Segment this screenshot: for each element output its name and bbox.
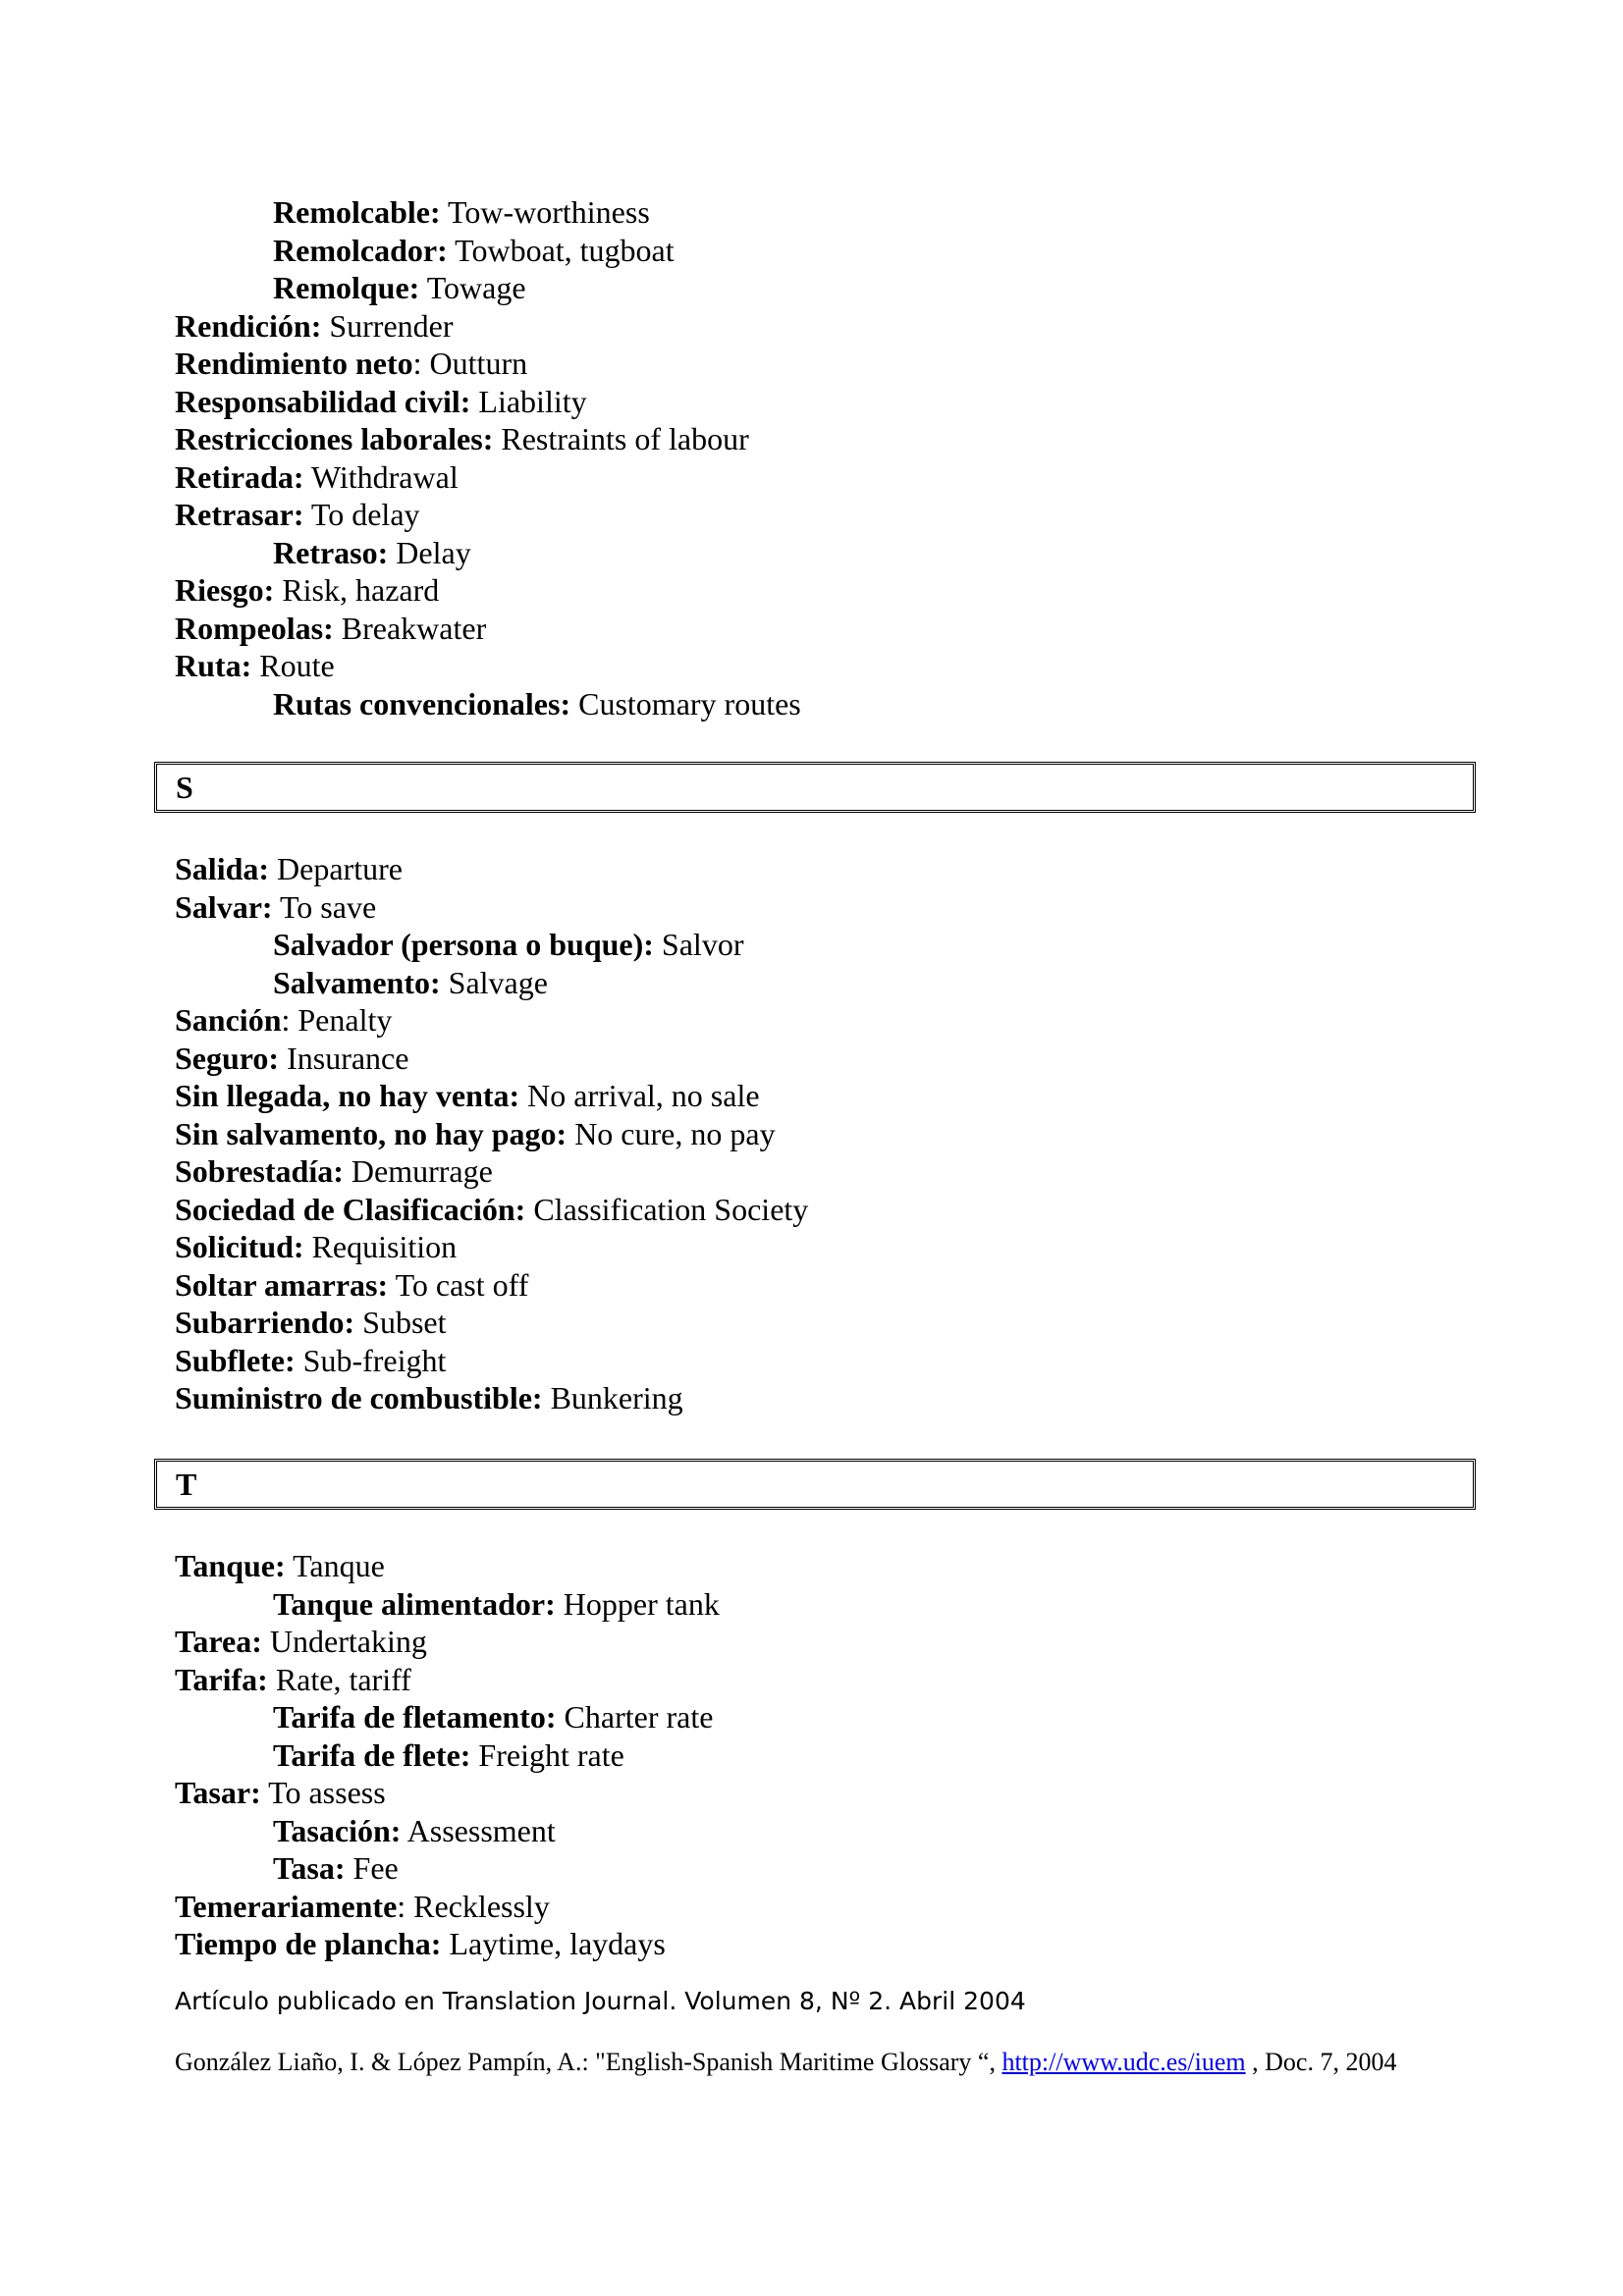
entry-translation: Charter rate — [556, 1699, 714, 1735]
glossary-entry — [175, 1152, 1471, 1191]
entry-translation: Laytime, laydays — [441, 1926, 666, 1961]
entry-translation: Departure — [269, 851, 403, 886]
entry-translation: Withdrawal — [303, 458, 459, 495]
entry-translation: Towage — [419, 270, 526, 305]
entry-translation: No arrival, no sale — [519, 1078, 760, 1113]
glossary-subentry — [175, 193, 1471, 232]
entry-translation: Delay — [388, 534, 471, 570]
glossary-subentry — [175, 1736, 1471, 1775]
entry-term: Riesgo: — [175, 572, 275, 608]
entry-term: Tarea: — [175, 1624, 262, 1659]
publication-note: Artículo publicado en Translation Journal. Volumen 8, Nº 2. Abril 2004 — [175, 1987, 1026, 2015]
entry-term: Tasa: — [273, 1850, 346, 1886]
glossary-entry — [175, 1077, 1471, 1115]
glossary-group-t — [175, 1547, 1471, 1963]
entry-translation: Salvor — [653, 927, 744, 962]
entry-term: Subarriendo: — [175, 1305, 355, 1340]
entry-term: Soltar amarras: — [175, 1266, 389, 1303]
entry-term: Rendición: — [175, 307, 322, 344]
glossary-entry — [175, 383, 1471, 421]
entry-translation: Breakwater — [333, 610, 487, 646]
entry-translation: To cast off — [388, 1266, 529, 1303]
glossary-entry — [175, 571, 1471, 610]
entry-term: Sociedad de Clasificación: — [175, 1191, 526, 1227]
entry-term: Subflete: — [175, 1342, 296, 1378]
glossary-entry — [175, 1661, 1471, 1699]
entry-term: Sin salvamento, no hay pago: — [175, 1115, 568, 1151]
entry-term: Responsabilidad civil: — [175, 383, 471, 419]
glossary-entry — [175, 1342, 1471, 1380]
entry-translation: Assessment — [401, 1812, 556, 1848]
entry-translation: No cure, no pay — [567, 1115, 776, 1151]
entry-term: Tarifa de flete: — [273, 1736, 471, 1773]
entry-translation: Requisition — [303, 1229, 458, 1264]
entry-translation: Liability — [470, 383, 587, 419]
entry-term: Sin llegada, no hay venta: — [175, 1078, 520, 1113]
section-letter: T — [176, 1467, 197, 1502]
entry-term: Tiempo de plancha: — [175, 1926, 442, 1961]
glossary-group-s — [175, 850, 1471, 1417]
entry-translation: Undertaking — [261, 1624, 427, 1659]
entry-term: Rutas convencionales: — [273, 685, 571, 721]
entry-term: Restricciones laborales: — [175, 421, 494, 456]
glossary-entry — [175, 1379, 1471, 1417]
entry-translation: : Penalty — [281, 1002, 393, 1038]
entry-translation: To assess — [260, 1775, 386, 1810]
entry-term: Salida: — [175, 851, 270, 886]
entry-translation: Customary routes — [570, 685, 801, 721]
entry-term: Sanción — [175, 1002, 282, 1038]
entry-translation: Fee — [345, 1850, 399, 1886]
glossary-entry — [175, 458, 1471, 497]
glossary-entry — [175, 888, 1471, 927]
glossary-subentry — [175, 926, 1471, 964]
entry-term: Remolcador: — [273, 232, 448, 268]
glossary-entry — [175, 1266, 1471, 1305]
entry-term: Remolque: — [273, 270, 420, 305]
entry-term: Salvador (persona o buque): — [273, 927, 654, 962]
entry-term: Salvamento: — [273, 964, 441, 1000]
entry-term: Sobrestadía: — [175, 1153, 344, 1189]
entry-translation: Restraints of labour — [493, 421, 749, 456]
citation — [175, 2048, 1451, 2077]
glossary-group-r — [175, 193, 1471, 722]
glossary-entry — [175, 1191, 1471, 1229]
glossary-subentry — [175, 534, 1471, 572]
entry-term: Retirada: — [175, 458, 304, 495]
glossary-subentry — [175, 1585, 1471, 1624]
entry-translation: Hopper tank — [555, 1585, 720, 1622]
glossary-entry — [175, 1888, 1471, 1926]
glossary-subentry — [175, 1849, 1471, 1888]
entry-translation: Subset — [354, 1305, 447, 1340]
entry-translation: To save — [272, 888, 377, 925]
entry-term: Seguro: — [175, 1040, 280, 1076]
entry-translation: Demurrage — [343, 1153, 493, 1189]
entry-translation: Surrender — [321, 307, 454, 344]
entry-term: Tanque: — [175, 1548, 286, 1583]
entry-term: Tasación: — [273, 1812, 402, 1848]
entry-translation: Towboat, tugboat — [447, 232, 675, 268]
entry-translation: Freight rate — [470, 1736, 624, 1773]
section-header-t — [154, 1459, 1476, 1510]
entry-term: Retraso: — [273, 534, 389, 570]
entry-term: Ruta: — [175, 648, 252, 683]
entry-term: Retrasar: — [175, 497, 304, 532]
citation-text-end: , Doc. 7, 2004 — [1245, 2048, 1397, 2076]
glossary-entry — [175, 420, 1471, 458]
glossary-entry — [175, 647, 1471, 685]
entry-translation: To delay — [303, 497, 420, 532]
section-letter: S — [176, 770, 193, 805]
entry-translation: Tanque — [285, 1548, 385, 1583]
glossary-entry — [175, 1115, 1471, 1153]
glossary-entry — [175, 307, 1471, 346]
glossary-subentry — [175, 1698, 1471, 1736]
glossary-entry — [175, 1228, 1471, 1266]
glossary-entry — [175, 1547, 1471, 1585]
glossary-entry — [175, 1040, 1471, 1078]
entry-term: Solicitud: — [175, 1229, 304, 1264]
entry-translation: : Recklessly — [397, 1888, 550, 1924]
entry-term: Rompeolas: — [175, 610, 334, 646]
glossary-entry — [175, 1001, 1471, 1040]
glossary-entry — [175, 850, 1471, 888]
glossary-entry — [175, 1925, 1471, 1963]
entry-translation: Bunkering — [542, 1380, 683, 1415]
entry-translation: Risk, hazard — [274, 572, 440, 608]
glossary-subentry — [175, 964, 1471, 1002]
entry-translation: Route — [251, 648, 335, 683]
glossary-subentry — [175, 232, 1471, 270]
citation-link[interactable]: http://www.udc.es/iuem — [1001, 2048, 1246, 2076]
glossary-subentry — [175, 269, 1471, 307]
entry-translation: Tow-worthiness — [440, 194, 650, 230]
entry-term: Salvar: — [175, 888, 273, 925]
glossary-subentry — [175, 685, 1471, 723]
glossary-entry — [175, 496, 1471, 534]
entry-term: Tarifa: — [175, 1661, 268, 1697]
entry-term: Suministro de combustible: — [175, 1380, 543, 1415]
entry-translation: Sub-freight — [295, 1342, 447, 1378]
entry-translation: : Outturn — [412, 346, 528, 381]
glossary-entry — [175, 610, 1471, 648]
glossary-entry — [175, 345, 1471, 383]
entry-translation: Insurance — [279, 1040, 409, 1076]
entry-term: Tarifa de fletamento: — [273, 1699, 557, 1735]
entry-translation: Classification Society — [525, 1191, 809, 1227]
section-header-s — [154, 762, 1476, 813]
entry-translation: Rate, tariff — [267, 1661, 411, 1697]
entry-term: Rendimiento neto — [175, 346, 413, 381]
entry-term: Tanque alimentador: — [273, 1585, 556, 1622]
entry-translation: Salvage — [440, 964, 548, 1000]
citation-text: González Liaño, I. & López Pampín, A.: "English-Spanish Maritime Glossary “, — [175, 2048, 1002, 2076]
entry-term: Tasar: — [175, 1775, 261, 1810]
entry-term: Temerariamente — [175, 1888, 398, 1924]
glossary-entry — [175, 1623, 1471, 1661]
glossary-entry — [175, 1774, 1471, 1812]
glossary-subentry — [175, 1812, 1471, 1850]
entry-term: Remolcable: — [273, 194, 441, 230]
glossary-entry — [175, 1304, 1471, 1342]
